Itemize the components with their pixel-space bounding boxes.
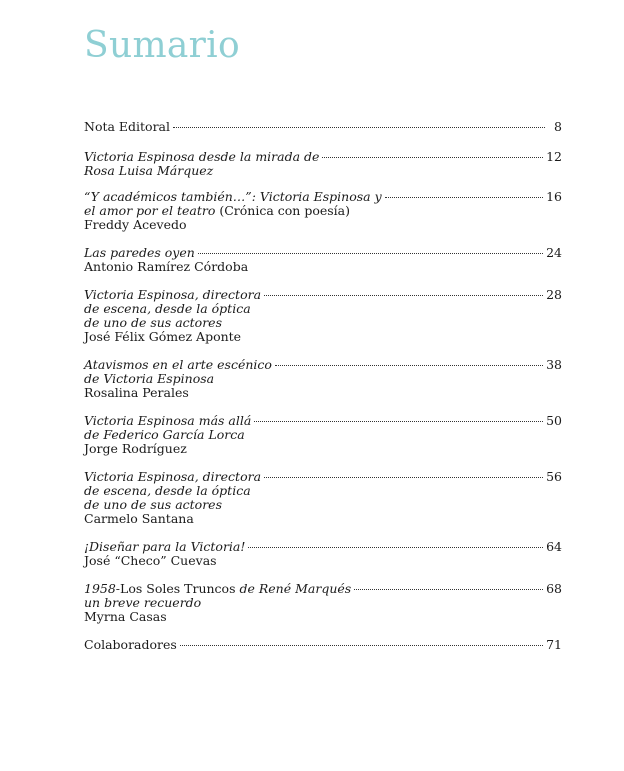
page-number: 24 — [546, 245, 562, 260]
page-number: 16 — [546, 189, 562, 204]
toc-entry[interactable] — [84, 638, 562, 652]
entry-author: José Félix Gómez Aponte — [84, 329, 242, 344]
page-title: Sumario — [84, 25, 240, 66]
entry-author: Rosalina Perales — [84, 385, 189, 400]
page-number: 71 — [546, 637, 562, 652]
page-number: 56 — [546, 469, 562, 484]
leader-dots — [248, 547, 543, 548]
entry-author: Carmelo Santana — [84, 511, 194, 526]
leader-dots — [264, 477, 543, 478]
leader-dots — [354, 589, 543, 590]
entry-title-cont: de uno de sus actores — [84, 315, 222, 330]
leader-dots — [173, 127, 545, 128]
entry-author: Antonio Ramírez Córdoba — [84, 259, 249, 274]
leader-dots — [275, 365, 543, 366]
toc-entry[interactable] — [84, 540, 562, 568]
page-number: 38 — [546, 357, 562, 372]
toc-entry[interactable] — [84, 358, 562, 400]
page-number: 8 — [554, 119, 562, 134]
page-number: 64 — [546, 539, 562, 554]
page-number: 50 — [546, 413, 562, 428]
toc-entry[interactable] — [84, 470, 562, 526]
leader-dots — [254, 421, 543, 422]
entry-author: José “Checo” Cuevas — [84, 553, 217, 568]
entry-title-cont: Rosa Luisa Márquez — [84, 163, 214, 178]
entry-title-cont: el amor por el teatro — [84, 203, 216, 218]
toc-entry[interactable] — [84, 582, 562, 624]
entry-author: Jorge Rodríguez — [84, 441, 187, 456]
entry-title-cont: un breve recuerdo — [84, 595, 202, 610]
entry-title: Victoria Espinosa, directora — [84, 287, 262, 302]
page-number: 28 — [546, 287, 562, 302]
entry-title: Victoria Espinosa más allá — [84, 413, 252, 428]
entry-title-year: 1958- — [84, 581, 121, 596]
entry-title: Colaboradores — [84, 637, 177, 652]
entry-title-cont: de escena, desde la óptica — [84, 301, 251, 316]
toc-entry[interactable] — [84, 414, 562, 456]
entry-title: “Y académicos también…”: Victoria Espinosa y — [84, 189, 382, 204]
leader-dots — [180, 645, 543, 646]
entry-title: Las paredes oyen — [84, 245, 195, 260]
toc-entry[interactable] — [84, 120, 562, 134]
leader-dots — [264, 295, 543, 296]
page-number: 68 — [546, 581, 562, 596]
toc-entry[interactable] — [84, 190, 562, 232]
page-number: 12 — [546, 149, 562, 164]
entry-title-cont: de Federico García Lorca — [84, 427, 245, 442]
entry-title-cont: de Victoria Espinosa — [84, 371, 215, 386]
entry-title-work: Los Soles Truncos — [120, 581, 236, 596]
entry-title: Victoria Espinosa desde la mirada de — [84, 149, 320, 164]
entry-title: Victoria Espinosa, directora — [84, 469, 262, 484]
leader-dots — [198, 253, 543, 254]
entry-subtitle: (Crónica con poesía) — [215, 203, 350, 218]
leader-dots — [322, 157, 543, 158]
entry-title: ¡Diseñar para la Victoria! — [84, 539, 246, 554]
entry-author: Myrna Casas — [84, 609, 167, 624]
entry-author: Freddy Acevedo — [84, 217, 187, 232]
toc-entry[interactable] — [84, 288, 562, 344]
entry-title: Atavismos en el arte escénico — [84, 357, 272, 372]
toc-entry[interactable] — [84, 246, 562, 274]
entry-title-cont: de uno de sus actores — [84, 497, 222, 512]
entry-title-connector: de — [235, 581, 259, 596]
entry-title: Nota Editoral — [84, 119, 171, 134]
toc-entry[interactable] — [84, 150, 562, 178]
leader-dots — [385, 197, 543, 198]
entry-title-author: René Marqués — [258, 581, 352, 596]
entry-title-cont: de escena, desde la óptica — [84, 483, 251, 498]
